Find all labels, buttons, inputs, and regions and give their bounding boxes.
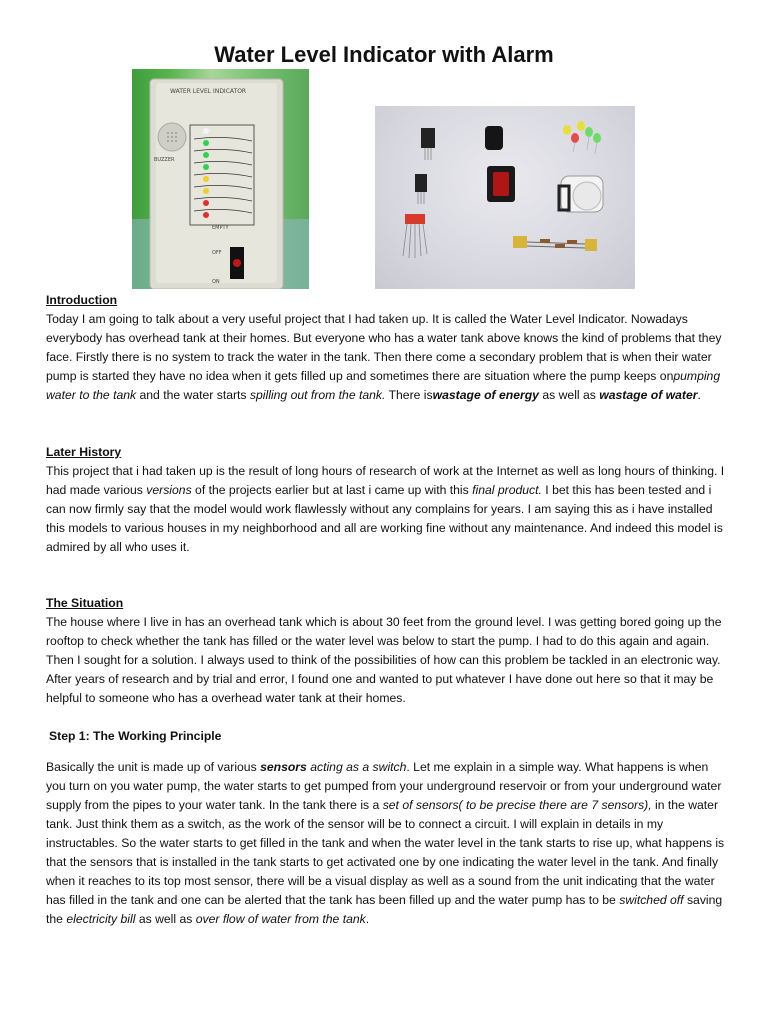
led-indicator: [203, 200, 209, 206]
led-indicator: [203, 164, 209, 170]
led-indicator: [203, 128, 209, 134]
led-indicator: [203, 152, 209, 158]
later-history-section: [46, 443, 726, 557]
unit-label-top: WATER LEVEL INDICATOR: [170, 88, 247, 95]
components-photo: [375, 106, 635, 289]
page-title: Water Level Indicator with Alarm: [214, 42, 554, 67]
led-indicator: [203, 212, 209, 218]
on-label: ON: [212, 279, 220, 285]
buzzer-label: BUZZER: [154, 157, 175, 163]
introduction-heading: Introduction: [46, 293, 118, 307]
indicator-unit-photo: [132, 69, 309, 289]
off-label: OFF: [212, 250, 222, 256]
step1-heading-wrap: [49, 727, 729, 746]
empty-label: EMPTY: [212, 225, 229, 231]
indicator-unit-illustration: [132, 69, 309, 289]
later-history-heading: Later History: [46, 445, 122, 459]
situation-paragraph: The house where I live in has an overhead tank which is about 30 feet from the ground level. I was getting bored going up the rooftop to check whether the tank has filled or the water level was below to start the pump. I had to do this again and again. Then I sought for a solution. I always used to think of the possibilities of how can this problem be tackled in an electronic way. After years of research and by trial and error, I found one and wanted to put whatever I have done out here so that it may be helpful to someone who has a overhead water tank at their homes.: [46, 615, 722, 705]
situation-heading: The Situation: [46, 596, 124, 610]
later-history-paragraph: This project that i had taken up is the result of long hours of research of work at the Internet as well as long hours of thinking. I had made various versions of the projects earlier but at last i came up with this final product. I bet this has been tested and i can now firmly say that the model would work flawlessly without any complains for years. I am saying this as i have installed this models to various houses in my neighborhood and all are working fine without any maintenance. And indeed this model is admired by all who uses it.: [46, 464, 725, 554]
introduction-section: [46, 291, 726, 405]
situation-section: [46, 594, 726, 708]
step1-paragraph: Basically the unit is made up of various sensors acting as a switch. Let me explain in a simple way. What happens is when you turn on you water pump, the water starts to get pumped from your underground reservoir or from your underground water supply from the pipes to your water tank. In the tank there is a set of sensors( to be precise there are 7 sensors), in the water tank. Just think them as a switch, as the work of the sensor will be to connect a circuit. I will explain in details in my instructables. So the water starts to get filled in the tank and when the water level in the tank starts to rise up, what happens is that the sensors that is installed in the tank starts to get activated one by one indicating the water level in the tank. And finally when it reaches to its top most sensor, there will be a visual display as well as a sound from the unit indicating that the water has filled in the tank and one can be alerted that the tank has been filled up and the water pump has to be switched off saving the electricity bill as well as over flow of water from the tank.: [46, 760, 725, 926]
led-indicator: [203, 188, 209, 194]
introduction-paragraph: Today I am going to talk about a very useful project that I had taken up. It is called the Water Level Indicator. Nowadays everybody has overhead tank at their homes. But everyone who has a water tank above knows the kind of problems that they face. Firstly there is no system to track the water in the tank. Then there come a secondary problem that is when their water pump is started they have no idea when it gets filled up and sometimes there are situation where the pump keeps onpumping water to the tank and the water starts spilling out from the tank. There iswastage of energy as well as wastage of water.: [46, 312, 722, 402]
step1-section: [46, 758, 726, 929]
led-indicator: [203, 140, 209, 146]
components-illustration: [375, 106, 635, 289]
step1-heading: Step 1: The Working Principle: [49, 729, 222, 743]
led-indicator: [203, 176, 209, 182]
